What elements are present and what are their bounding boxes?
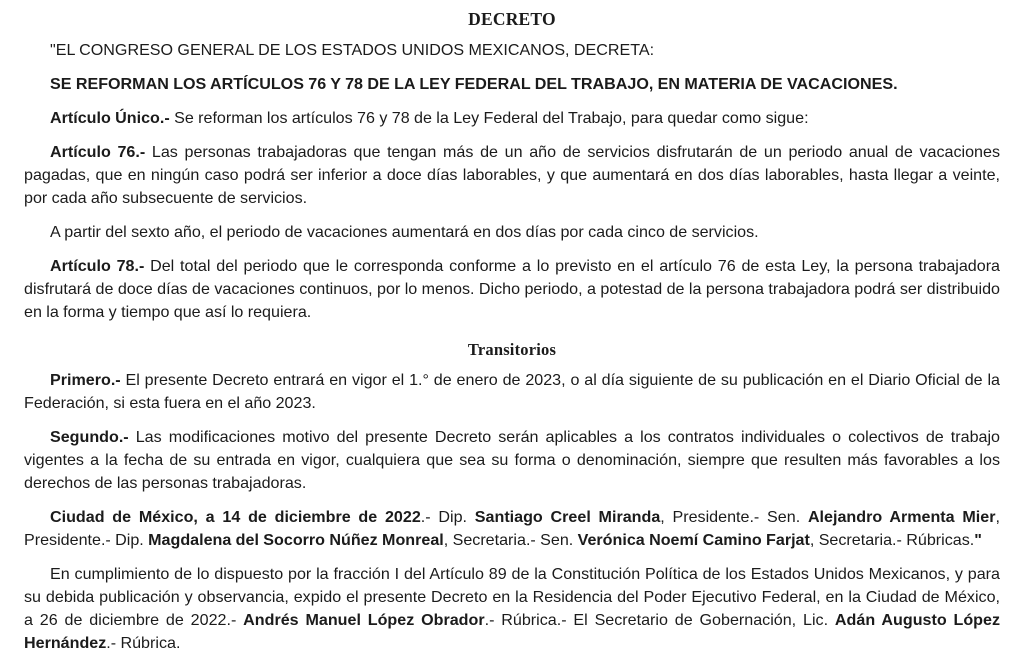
preamble-paragraph: "EL CONGRESO GENERAL DE LOS ESTADOS UNIDOS MEXICANOS, DECRETA: — [50, 41, 655, 59]
articulo-78-label: Artículo 78.- — [50, 257, 145, 275]
transitorio-primero-label: Primero.- — [50, 371, 121, 389]
transitorio-primero-paragraph — [24, 369, 1000, 415]
closing-text-part-3: .- Rúbrica. — [106, 634, 181, 652]
closing-president-name: Andrés Manuel López Obrador — [243, 611, 485, 629]
closing-paragraph — [24, 563, 1000, 655]
closing-secretary-name: Adán Augusto López Hernández — [24, 611, 1001, 652]
signature-closing-quote: " — [974, 531, 982, 549]
closing-text-part-2: .- Rúbrica.- El Secretario de Gobernación, Lic. — [484, 611, 835, 629]
signatures-paragraph — [24, 506, 1000, 552]
document-title: DECRETO — [468, 9, 556, 29]
transitorio-segundo-label: Segundo.- — [50, 428, 129, 446]
articulo-unico-text: Se reforman los artículos 76 y 78 de la Ley Federal del Trabajo, para quedar como sigue: — [169, 109, 809, 127]
signature-separator-5: , Secretaria.- Rúbricas. — [809, 531, 975, 549]
articulo-76-paragraph — [24, 141, 1000, 210]
signature-separator-2: , Presidente.- Sen. — [660, 508, 808, 526]
articulo-78-text: Del total del periodo que le corresponda conforme a lo previsto en el artículo 76 de esta Ley, la persona trabajadora disfrutará de doce días de vacaciones continuos, por lo menos. Dicho periodo, a potestad de la persona trabajadora podrá ser distribuido en la forma y tiempo que así lo requiera. — [24, 257, 1001, 321]
articulo-78-paragraph — [24, 255, 1000, 324]
signature-name-camino: Verónica Noemí Camino Farjat — [577, 531, 810, 549]
signature-separator-3: , Presidente.- Dip. — [24, 508, 1000, 549]
transitorio-primero-text: El presente Decreto entrará en vigor el 1.° de enero de 2023, o al día siguiente de su publicación en el Diario Oficial de la Federación, si esta fuera en el año 2023. — [24, 371, 1000, 412]
closing-text-part-1: En cumplimiento de lo dispuesto por la fracción I del Artículo 89 de la Constitución Política de los Estados Unidos Mexicanos, y para su debida publicación y observancia, expido el presente Decreto en la Residencia del Poder Ejecutivo Federal, en la Ciudad de México, a 26 de diciembre de 2022.- — [24, 565, 1000, 629]
signature-name-armenta: Alejandro Armenta Mier — [807, 508, 996, 526]
articulo-unico-label: Artículo Único.- — [50, 109, 170, 127]
signature-name-nunez: Magdalena del Socorro Núñez Monreal — [148, 531, 444, 549]
transitorio-segundo-paragraph — [24, 426, 1000, 495]
transitorios-title: Transitorios — [467, 340, 557, 359]
articulo-76-label: Artículo 76.- — [50, 143, 146, 161]
articulo-unico-paragraph — [24, 107, 1000, 130]
signature-separator-1: .- Dip. — [420, 508, 475, 526]
signature-name-creel: Santiago Creel Miranda — [474, 508, 661, 526]
transitorio-segundo-text: Las modificaciones motivo del presente Decreto serán aplicables a los contratos individuales o colectivos de trabajo vigentes a la fecha de su entrada en vigor, cualquiera que sea su forma o denominación, siempre que resulten más favorables a los derechos de las personas trabajadoras. — [24, 428, 1000, 492]
articulo-76-text: Las personas trabajadoras que tengan más de un año de servicios disfrutarán de un periodo anual de vacaciones pagadas, que en ningún caso podrá ser inferior a doce días laborables, y que aumentará en dos días laborables, hasta llegar a veinte, por cada año subsecuente de servicios. — [24, 143, 1001, 207]
reform-heading-paragraph: SE REFORMAN LOS ARTÍCULOS 76 Y 78 DE LA LEY FEDERAL DEL TRABAJO, EN MATERIA DE VACACIONES. — [50, 75, 898, 93]
signature-place-date: Ciudad de México, a 14 de diciembre de 2022 — [50, 508, 421, 526]
signature-separator-4: , Secretaria.- Sen. — [443, 531, 578, 549]
articulo-76-second-paragraph: A partir del sexto año, el periodo de vacaciones aumentará en dos días por cada cinco de servicios. — [50, 223, 759, 241]
